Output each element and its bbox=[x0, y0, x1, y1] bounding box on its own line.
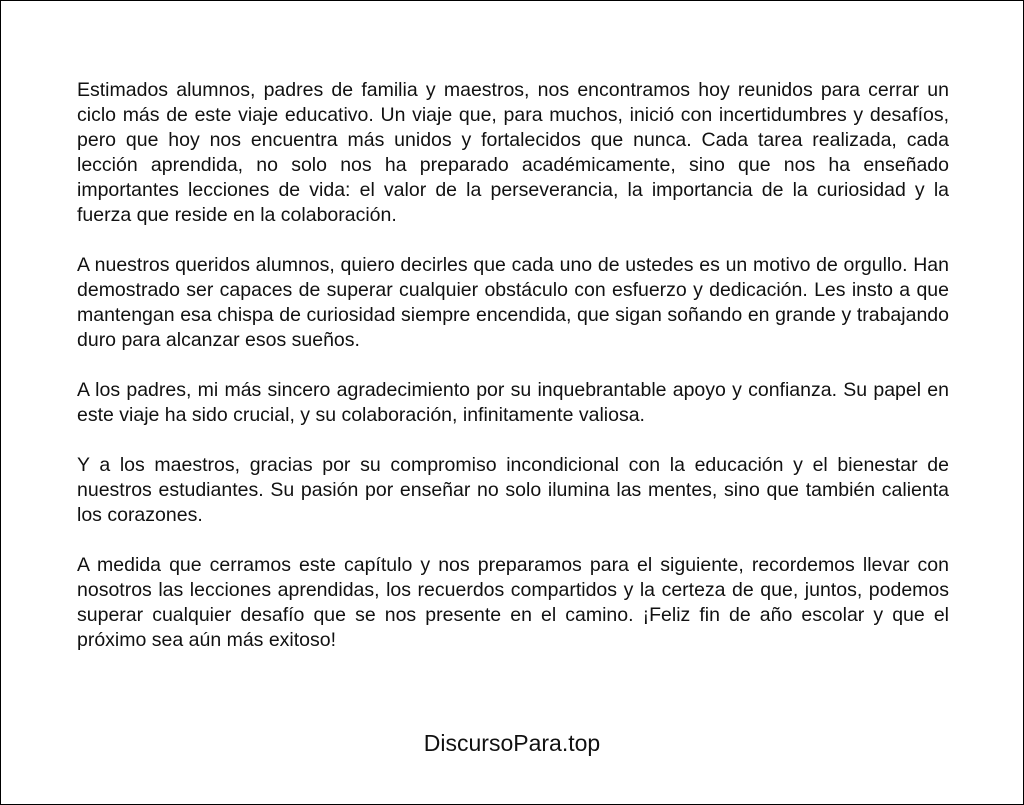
paragraph-intro: Estimados alumnos, padres de familia y maestros, nos encontramos hoy reunidos para cerrar un ciclo más de este viaje educativo. Un viaje que, para muchos, inició con incertidumbres y desafíos, pero que hoy nos encuentra más unidos y fortalecidos que nunca. Cada tarea realizada, cada lección aprendida, no solo nos ha preparado académicamente, sino que nos ha enseñado importantes lecciones de vida: el valor de la perseverancia, la importancia de la curiosidad y la fuerza que reside en la colaboración. bbox=[77, 79, 949, 226]
paragraph-closing: A medida que cerramos este capítulo y nos preparamos para el siguiente, recordemos llevar con nosotros las lecciones aprendidas, los recuerdos compartidos y la certeza de que, juntos, podemos superar cualquier desafío que se nos presente en el camino. ¡Feliz fin de año escolar y que el próximo sea aún más exitoso! bbox=[77, 554, 949, 651]
speech-body bbox=[77, 78, 949, 678]
paragraph-students: A nuestros queridos alumnos, quiero decirles que cada uno de ustedes es un motivo de orgullo. Han demostrado ser capaces de superar cualquier obstáculo con esfuerzo y dedicación. Les insto a que mantengan esa chispa de curiosidad siempre encendida, que sigan soñando en grande y trabajando duro para alcanzar esos sueños. bbox=[77, 254, 949, 351]
paragraph-parents: A los padres, mi más sincero agradecimiento por su inquebrantable apoyo y confianza. Su papel en este viaje ha sido crucial, y su colaboración, infinitamente valiosa. bbox=[77, 379, 949, 426]
paragraph-teachers: Y a los maestros, gracias por su compromiso incondicional con la educación y el bienestar de nuestros estudiantes. Su pasión por enseñar no solo ilumina las mentes, sino que también calienta los corazones. bbox=[77, 454, 949, 526]
footer-site-name: DiscursoPara.top bbox=[423, 730, 601, 756]
